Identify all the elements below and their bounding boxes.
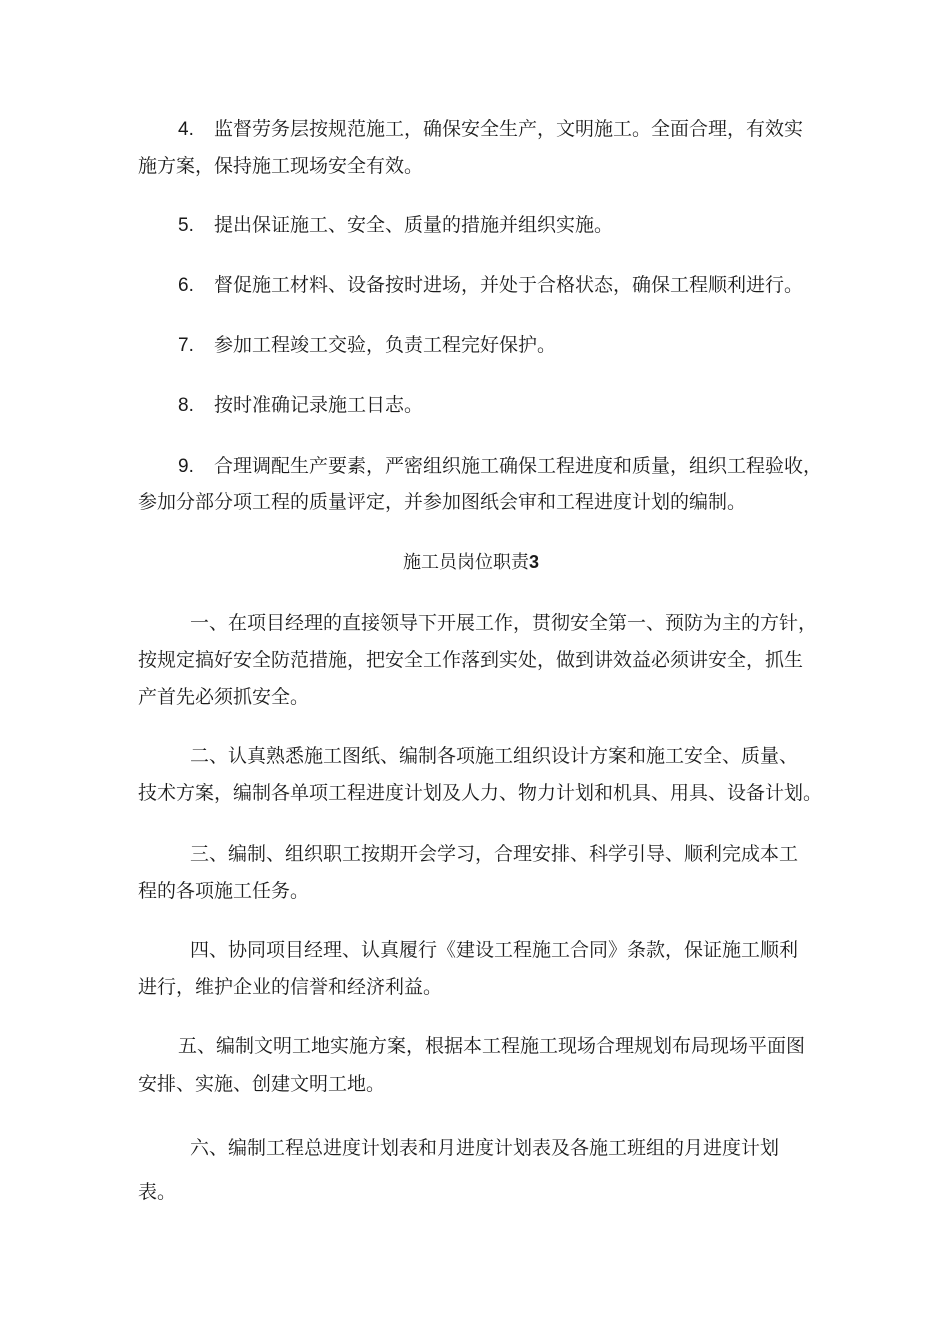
list-item-text: 监督劳务层按规范施工，确保安全生产，文明施工。全面合理，有效实 [214, 118, 804, 140]
duty-6-line-2: 表。 [138, 1181, 177, 1203]
list-item-text: 督促施工材料、设备按时进场，并处于合格状态，确保工程顺利进行。 [214, 274, 804, 296]
duty-2-line-2: 技术方案，编制各单项工程进度计划及人力、物力计划和机具、用具、设备计划。 [138, 782, 823, 804]
list-item-6 [178, 273, 803, 298]
list-item-text: 参加工程竣工交验，负责工程完好保护。 [214, 334, 557, 356]
duty-5-line-1: 五、编制文明工地实施方案，根据本工程施工现场合理规划布局现场平面图 [178, 1035, 806, 1057]
duty-4-line-1: 四、协同项目经理、认真履行《建设工程施工合同》条款，保证施工顺利 [190, 939, 799, 961]
list-item-4-line-2: 施方案，保持施工现场安全有效。 [138, 155, 424, 177]
duty-3-line-1: 三、编制、组织职工按期开会学习，合理安排、科学引导、顺利完成本工 [190, 843, 799, 865]
list-item-number: 9. [178, 456, 194, 477]
list-item-5 [178, 213, 613, 238]
list-item-text: 提出保证施工、安全、质量的措施并组织实施。 [214, 214, 614, 236]
duty-1-line-2: 按规定搞好安全防范措施，把安全工作落到实处，做到讲效益必须讲安全，抓生 [138, 649, 804, 671]
duty-6-line-1: 六、编制工程总进度计划表和月进度计划表及各施工班组的月进度计划 [190, 1137, 780, 1159]
duty-3-line-2: 程的各项施工任务。 [138, 880, 310, 902]
duty-2-line-1: 二、认真熟悉施工图纸、编制各项施工组织设计方案和施工安全、质量、 [190, 745, 799, 767]
list-item-7 [178, 333, 556, 358]
section-heading-number: 3 [529, 552, 540, 572]
duty-5-line-2: 安排、实施、创建文明工地。 [138, 1073, 386, 1095]
duty-4-line-2: 进行，维护企业的信誉和经济利益。 [138, 976, 443, 998]
list-item-8 [178, 393, 423, 418]
section-heading [403, 550, 539, 575]
list-item-text: 合理调配生产要素，严密组织施工确保工程进度和质量，组织工程验收， [214, 455, 823, 477]
list-item-9-line-1 [178, 454, 822, 479]
list-item-number: 4. [178, 119, 194, 140]
list-item-number: 6. [178, 275, 194, 296]
list-item-number: 8. [178, 395, 194, 416]
list-item-9-line-2: 参加分部分项工程的质量评定，并参加图纸会审和工程进度计划的编制。 [138, 491, 747, 513]
list-item-number: 7. [178, 335, 194, 356]
list-item-number: 5. [178, 215, 194, 236]
duty-1-line-1: 一、在项目经理的直接领导下开展工作，贯彻安全第一、预防为主的方针， [190, 612, 818, 634]
section-heading-title: 施工员岗位职责 [403, 552, 529, 573]
list-item-text: 按时准确记录施工日志。 [214, 394, 424, 416]
duty-1-line-3: 产首先必须抓安全。 [138, 686, 310, 708]
list-item-4-line-1 [178, 117, 803, 142]
